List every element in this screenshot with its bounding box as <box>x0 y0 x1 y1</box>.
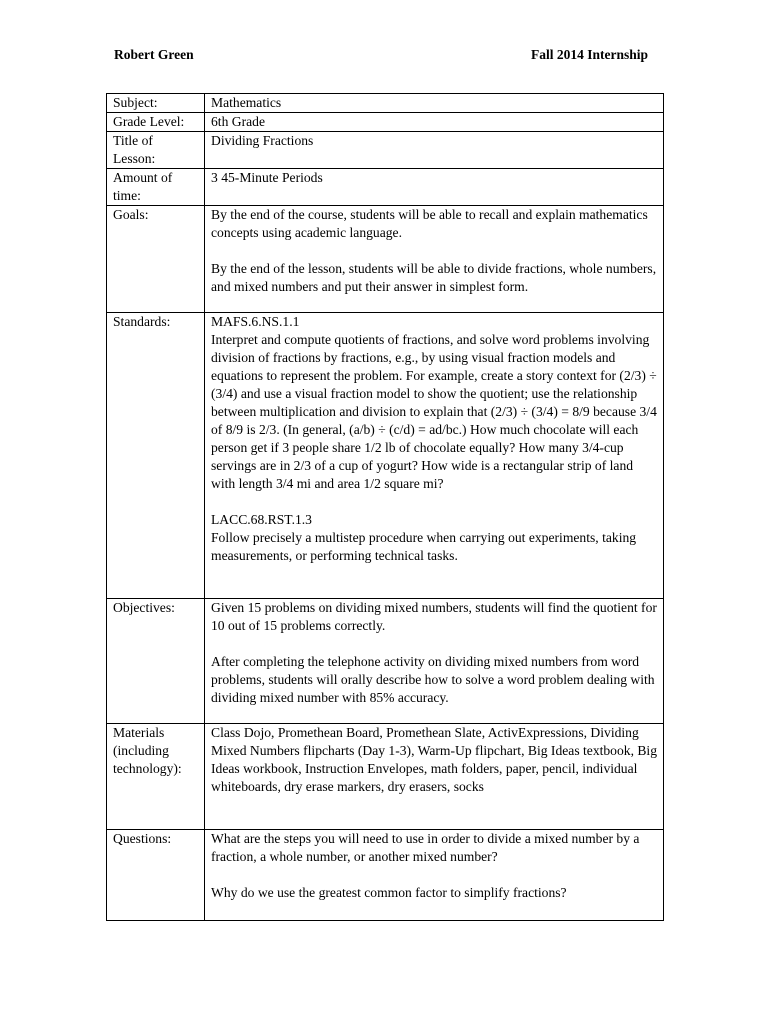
table-row-title <box>107 132 664 169</box>
value-materials: Class Dojo, Promethean Board, Promethean Slate, ActivExpressions, Dividing Mixed Numbers flipcharts (Day 1-3), Warm-Up flipchart, Big Ideas textbook, Big Ideas workbook, Instruction Envelopes, math folders, paper, pencil, individual whiteboards, dry erase markers, dry erasers, socks <box>205 724 664 830</box>
goals-paragraph: By the end of the lesson, students will be able to divide fractions, whole numbers, and mixed numbers and put their answer in simplest form. <box>211 261 657 294</box>
table-row-time <box>107 169 664 206</box>
table-row-objectives <box>107 599 664 724</box>
goals-paragraph: By the end of the course, students will be able to recall and explain mathematics concepts using academic language. <box>211 207 648 240</box>
value-subject: Mathematics <box>205 94 664 113</box>
label-standards: Standards: <box>107 313 205 599</box>
label-subject: Subject: <box>107 94 205 113</box>
value-time: 3 45-Minute Periods <box>205 169 664 206</box>
paragraph-spacer <box>211 242 657 260</box>
label-questions: Questions: <box>107 830 205 921</box>
table-row-materials <box>107 724 664 830</box>
label-title: Title of Lesson: <box>107 132 205 169</box>
table-row-goals <box>107 206 664 313</box>
question-paragraph: What are the steps you will need to use in order to divide a mixed number by a fraction, a whole number, or another mixed number? <box>211 831 640 864</box>
label-materials: Materials (including technology): <box>107 724 205 830</box>
paragraph-spacer <box>211 866 657 884</box>
term-title: Fall 2014 Internship <box>530 47 648 62</box>
value-title: Dividing Fractions <box>205 132 664 169</box>
table-row-standards <box>107 313 664 599</box>
objective-paragraph: After completing the telephone activity on dividing mixed numbers from word problems, students will orally describe how to solve a word problem dealing with dividing mixed number with 85% accuracy. <box>211 654 655 705</box>
paragraph-spacer <box>211 635 657 653</box>
table-row-subject <box>107 94 664 113</box>
label-goals: Goals: <box>107 206 205 313</box>
table-row-grade-level <box>107 113 664 132</box>
label-objectives: Objectives: <box>107 599 205 724</box>
value-objectives <box>205 599 664 724</box>
standard-description: Interpret and compute quotients of fractions, and solve word problems involving division of fractions by fractions, e.g., by using visual fraction models and equations to represent the problem. For example, create a story context for (2/3) ÷ (3/4) and use a visual fraction model to show the quotient; use the relationship between multiplication and division to explain that (2/3) ÷ (3/4) = 8/9 because 3/4 of 8/9 is 2/3. (In general, (a/b) ÷ (c/d) = ad/bc.) How much chocolate will each person get if 3 people share 1/2 lb of chocolate equally? How many 3/4-cup servings are in 2/3 of a cup of yogurt? How wide is a rectangular strip of land with length 3/4 mi and area 1/2 square mi? <box>211 332 657 491</box>
value-goals <box>205 206 664 313</box>
standard-code: LACC.68.RST.1.3 <box>211 512 312 527</box>
value-standards <box>205 313 664 599</box>
value-grade-level: 6th Grade <box>205 113 664 132</box>
standard-code: MAFS.6.NS.1.1 <box>211 314 300 329</box>
paragraph-spacer <box>211 493 657 511</box>
standard-description: Follow precisely a multistep procedure when carrying out experiments, taking measurements, or performing technical tasks. <box>211 530 637 563</box>
table-row-questions <box>107 830 664 921</box>
question-paragraph: Why do we use the greatest common factor to simplify fractions? <box>211 885 567 900</box>
objective-paragraph: Given 15 problems on dividing mixed numbers, students will find the quotient for 10 out of 15 problems correctly. <box>211 600 657 633</box>
label-grade-level: Grade Level: <box>107 113 205 132</box>
label-time: Amount of time: <box>107 169 205 206</box>
lesson-plan-table <box>106 93 664 921</box>
author-name: Robert Green <box>114 47 194 62</box>
value-questions <box>205 830 664 921</box>
